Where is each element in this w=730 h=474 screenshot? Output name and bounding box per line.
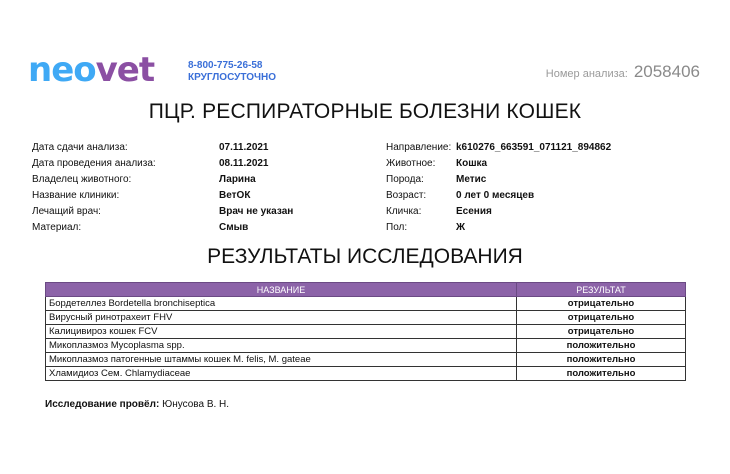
info-row [32,140,293,156]
test-name: Бордетеллез Bordetella bronchiseptica [46,297,517,311]
info-row [32,156,293,172]
info-row [386,204,611,220]
table-header-row [46,283,686,297]
info-row [32,188,293,204]
info-label: Лечащий врач: [32,206,101,217]
info-label: Возраст: [386,190,427,201]
test-name: Калицивироз кошек FCV [46,325,517,339]
table-row [46,311,686,325]
table-row [46,297,686,311]
info-value: 0 лет 0 месяцев [456,190,535,201]
info-right [386,140,611,236]
info-label: Материал: [32,222,82,233]
results-title: РЕЗУЛЬТАТЫ ИССЛЕДОВАНИЯ [207,245,523,268]
info-value: 08.11.2021 [219,158,269,169]
test-result: отрицательно [517,297,686,311]
info-value: Ларина [219,174,256,185]
logo-vet: vet [95,50,155,90]
analysis-number-block [546,62,700,82]
table-row [46,325,686,339]
info-value: Врач не указан [219,206,294,217]
phone-number[interactable]: 8-800-775-26-58 [188,60,263,71]
conducted-by-label: Исследование провёл: [45,399,160,410]
info-row [386,220,611,236]
table-row [46,353,686,367]
info-row [386,140,611,156]
contact-block [188,60,276,84]
test-result: положительно [517,339,686,353]
test-name: Хламидиоз Сем. Chlamydiaceae [46,367,517,381]
info-value: Метис [456,174,487,185]
info-label: Название клиники: [32,190,120,201]
test-result: положительно [517,367,686,381]
info-row [386,156,611,172]
info-label: Владелец животного: [32,174,132,185]
test-result: положительно [517,353,686,367]
info-row [32,172,293,188]
info-value: Смыв [219,222,249,233]
info-label: Дата проведения анализа: [32,158,156,169]
test-name: Микоплазмоз Mycoplasma spp. [46,339,517,353]
info-value: Ж [456,222,466,233]
info-label: Дата сдачи анализа: [32,142,128,153]
logo-neo: neo [28,50,96,90]
test-name: Микоплазмоз патогенные штаммы кошек M. felis, M. gateae [46,353,517,367]
table-row [46,339,686,353]
info-row [32,204,293,220]
info-row [386,172,611,188]
hours-label: КРУГЛОСУТОЧНО [188,72,277,83]
info-value: 07.11.2021 [219,142,269,153]
test-name: Вирусный ринотрахеит FHV [46,311,517,325]
neovet-logo [28,52,154,88]
analysis-number: 2058406 [633,62,700,81]
info-label: Направление: [386,142,452,153]
info-label: Пол: [386,222,408,233]
info-label: Кличка: [386,206,422,217]
conducted-by [45,399,229,410]
info-value: Есения [456,206,492,217]
info-value: k610276_663591_071121_894862 [456,142,612,153]
analysis-number-label: Номер анализа: [545,68,628,80]
column-header-name: НАЗВАНИЕ [46,283,517,297]
info-label: Животное: [386,158,436,169]
test-result: отрицательно [517,311,686,325]
info-value: ВетОК [219,190,251,201]
conducted-by-name: Юнусова В. Н. [162,399,230,410]
table-row [46,367,686,381]
info-label: Порода: [386,174,424,185]
info-left [32,140,293,236]
column-header-result: РЕЗУЛЬТАТ [517,283,686,297]
test-result: отрицательно [517,325,686,339]
info-row [32,220,293,236]
page-title: ПЦР. РЕСПИРАТОРНЫЕ БОЛЕЗНИ КОШЕК [148,100,582,123]
info-row [386,188,611,204]
results-table [45,282,686,381]
info-value: Кошка [456,158,488,169]
